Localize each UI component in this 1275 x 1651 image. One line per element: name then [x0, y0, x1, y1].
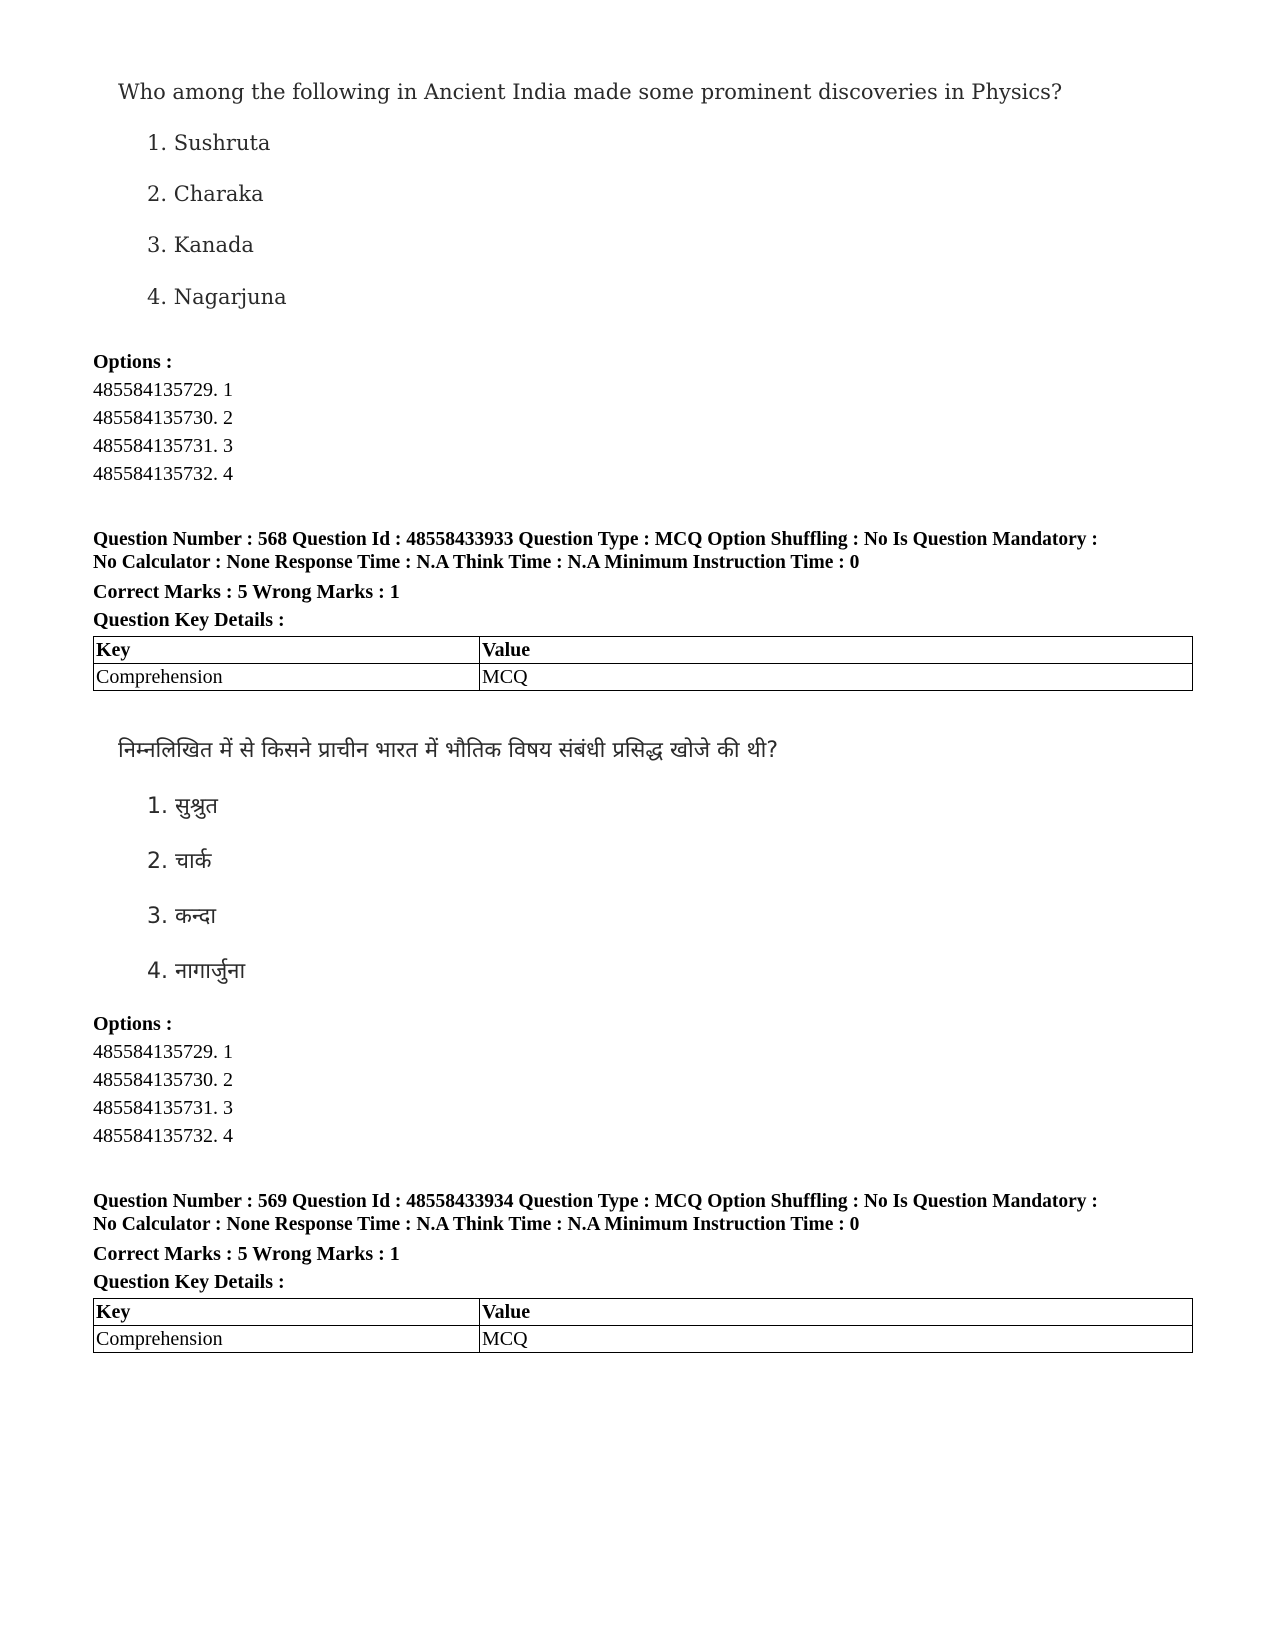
question-stem-hindi: निम्नलिखित में से किसने प्राचीन भारत में भौतिक विषय संबंधी प्रसिद्ध खोजे की थी? [118, 738, 779, 763]
choice-3-hindi: 3. कन्दा [147, 904, 217, 929]
table-cell-key: Comprehension [94, 1326, 480, 1353]
table-cell-value: MCQ [480, 664, 1193, 691]
question-meta-line-1: Question Number : 568 Question Id : 48558433933 Question Type : MCQ Option Shuffling : No Is Question Mandatory : [93, 529, 1098, 550]
option-line: 485584135731. 3 [93, 435, 233, 457]
table-header-row [94, 1299, 1193, 1326]
table-header-key: Key [94, 637, 480, 664]
question-meta-line-2: No Calculator : None Response Time : N.A Think Time : N.A Minimum Instruction Time : 0 [93, 552, 860, 573]
table-row [94, 664, 1193, 691]
option-line: 485584135731. 3 [93, 1097, 233, 1119]
table-cell-key: Comprehension [94, 664, 480, 691]
options-label: Options : [93, 1013, 173, 1035]
choice-1-hindi: 1. सुश्रुत [147, 794, 218, 819]
choice-3-english: 3. Kanada [147, 233, 254, 257]
question-marks: Correct Marks : 5 Wrong Marks : 1 [93, 581, 400, 603]
question-stem-english: Who among the following in Ancient India made some prominent discoveries in Physics? [118, 80, 1063, 104]
question-marks: Correct Marks : 5 Wrong Marks : 1 [93, 1243, 400, 1265]
question-meta-line-2: No Calculator : None Response Time : N.A Think Time : N.A Minimum Instruction Time : 0 [93, 1214, 860, 1235]
option-line: 485584135730. 2 [93, 407, 233, 429]
choice-4-english: 4. Nagarjuna [147, 285, 287, 309]
table-header-value: Value [480, 1299, 1193, 1326]
choice-2-english: 2. Charaka [147, 182, 264, 206]
options-label: Options : [93, 351, 173, 373]
question-key-table [93, 636, 1193, 691]
table-header-value: Value [480, 637, 1193, 664]
table-header-row [94, 637, 1193, 664]
question-meta [93, 528, 1203, 574]
table-header-key: Key [94, 1299, 480, 1326]
table-row [94, 1326, 1193, 1353]
question-key-details-label: Question Key Details : [93, 609, 285, 631]
option-line: 485584135729. 1 [93, 379, 233, 401]
choice-1-english: 1. Sushruta [147, 131, 271, 155]
table-cell-value: MCQ [480, 1326, 1193, 1353]
choice-2-hindi: 2. चार्क [147, 849, 212, 874]
option-line: 485584135732. 4 [93, 463, 233, 485]
question-key-table [93, 1298, 1193, 1353]
question-meta [93, 1190, 1203, 1236]
choice-4-hindi: 4. नागार्जुना [147, 959, 246, 984]
option-line: 485584135729. 1 [93, 1041, 233, 1063]
question-meta-line-1: Question Number : 569 Question Id : 48558433934 Question Type : MCQ Option Shuffling : No Is Question Mandatory : [93, 1191, 1098, 1212]
option-line: 485584135730. 2 [93, 1069, 233, 1091]
option-line: 485584135732. 4 [93, 1125, 233, 1147]
question-key-details-label: Question Key Details : [93, 1271, 285, 1293]
